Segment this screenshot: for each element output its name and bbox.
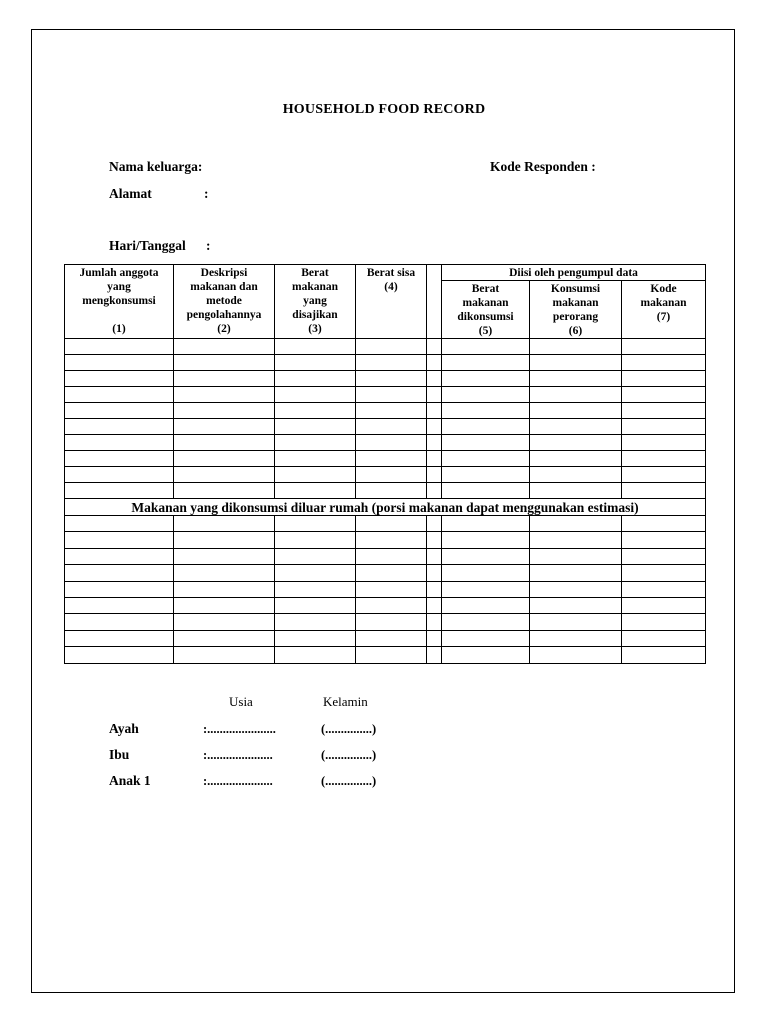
table-cell[interactable] — [530, 451, 622, 467]
table-cell[interactable] — [65, 419, 174, 435]
table-cell[interactable] — [65, 565, 174, 581]
table-cell[interactable] — [174, 451, 275, 467]
table-cell[interactable] — [530, 581, 622, 597]
table-cell[interactable] — [174, 403, 275, 419]
table-cell[interactable] — [174, 614, 275, 630]
table-cell[interactable] — [622, 467, 706, 483]
table-cell[interactable] — [65, 548, 174, 564]
table-cell[interactable] — [356, 339, 427, 355]
table-cell[interactable] — [442, 516, 530, 532]
table-cell[interactable] — [356, 371, 427, 387]
table-cell[interactable] — [622, 371, 706, 387]
table-cell[interactable] — [622, 614, 706, 630]
usia-header: Usia — [229, 694, 253, 709]
member-usia-ibu[interactable]: :..................... — [203, 748, 273, 762]
table-cell[interactable] — [174, 483, 275, 499]
table-cell[interactable] — [530, 647, 622, 663]
table-cell[interactable] — [174, 355, 275, 371]
page-title: HOUSEHOLD FOOD RECORD — [282, 102, 486, 117]
table-cell[interactable] — [356, 532, 427, 548]
table-cell[interactable] — [174, 339, 275, 355]
table-cell[interactable] — [442, 403, 530, 419]
table-cell[interactable] — [174, 371, 275, 387]
table-cell[interactable] — [427, 565, 442, 581]
table-cell[interactable] — [65, 581, 174, 597]
hari-tanggal-colon: : — [206, 238, 211, 253]
header-berat-disajikan: Berat makanan yang disajikan (3) — [275, 265, 356, 339]
table-cell[interactable] — [174, 419, 275, 435]
table-cell[interactable] — [427, 339, 442, 355]
table-cell[interactable] — [622, 419, 706, 435]
table-cell[interactable] — [356, 403, 427, 419]
table-cell[interactable] — [530, 548, 622, 564]
table-cell[interactable] — [275, 548, 356, 564]
table-cell[interactable] — [427, 532, 442, 548]
table-cell[interactable] — [530, 419, 622, 435]
table-cell[interactable] — [356, 597, 427, 613]
header-spacer — [427, 265, 442, 339]
table-row — [65, 483, 706, 499]
table-cell[interactable] — [356, 614, 427, 630]
table-cell[interactable] — [275, 565, 356, 581]
table-cell[interactable] — [65, 435, 174, 451]
table-row — [65, 565, 706, 581]
table-cell[interactable] — [442, 581, 530, 597]
table-cell[interactable] — [174, 597, 275, 613]
table-cell[interactable] — [427, 614, 442, 630]
table-cell[interactable] — [622, 630, 706, 646]
table-cell[interactable] — [65, 403, 174, 419]
table-cell[interactable] — [442, 371, 530, 387]
member-usia-anak-1[interactable]: :..................... — [203, 774, 273, 788]
table-cell[interactable] — [174, 532, 275, 548]
table-cell[interactable] — [530, 435, 622, 451]
table-cell[interactable] — [174, 565, 275, 581]
table-cell[interactable] — [65, 630, 174, 646]
table-cell[interactable] — [356, 483, 427, 499]
member-name-ayah: Ayah — [109, 721, 139, 736]
table-cell[interactable] — [356, 581, 427, 597]
table-cell[interactable] — [622, 355, 706, 371]
table-cell[interactable] — [174, 435, 275, 451]
member-usia-ayah[interactable]: :...................... — [203, 722, 276, 736]
table-row — [65, 419, 706, 435]
table-cell[interactable] — [356, 451, 427, 467]
table-cell[interactable] — [275, 451, 356, 467]
table-row — [65, 371, 706, 387]
table-cell[interactable] — [174, 581, 275, 597]
table-cell[interactable] — [530, 597, 622, 613]
table-cell[interactable] — [622, 387, 706, 403]
table-cell[interactable] — [442, 630, 530, 646]
table-cell[interactable] — [275, 419, 356, 435]
table-cell[interactable] — [622, 548, 706, 564]
table-cell[interactable] — [442, 548, 530, 564]
table-cell[interactable] — [530, 516, 622, 532]
table-cell[interactable] — [427, 467, 442, 483]
table-cell[interactable] — [65, 597, 174, 613]
table-cell[interactable] — [65, 483, 174, 499]
table-cell[interactable] — [530, 630, 622, 646]
table-cell[interactable] — [174, 630, 275, 646]
table-cell[interactable] — [275, 339, 356, 355]
table-cell[interactable] — [65, 355, 174, 371]
header-kode-makanan: Kode makanan (7) — [622, 281, 706, 339]
table-cell[interactable] — [427, 548, 442, 564]
table-cell[interactable] — [65, 387, 174, 403]
table-cell[interactable] — [442, 435, 530, 451]
kelamin-header: Kelamin — [323, 694, 368, 709]
table-cell[interactable] — [275, 387, 356, 403]
table-cell[interactable] — [622, 516, 706, 532]
table-row — [65, 339, 706, 355]
table-row — [65, 614, 706, 630]
table-cell[interactable] — [275, 647, 356, 663]
table-row — [65, 597, 706, 613]
table-cell[interactable] — [65, 532, 174, 548]
table-cell[interactable] — [442, 467, 530, 483]
table-cell[interactable] — [356, 630, 427, 646]
table-cell[interactable] — [65, 371, 174, 387]
table-cell[interactable] — [530, 387, 622, 403]
table-cell[interactable] — [275, 483, 356, 499]
table-cell[interactable] — [65, 467, 174, 483]
table-cell[interactable] — [622, 597, 706, 613]
header-deskripsi-makanan: Deskripsi makanan dan metode pengolahannya (2) — [174, 265, 275, 339]
table-cell[interactable] — [65, 451, 174, 467]
header-konsumsi-perorang: Konsumsi makanan perorang (6) — [530, 281, 622, 339]
table-cell[interactable] — [174, 387, 275, 403]
table-cell[interactable] — [174, 647, 275, 663]
table-cell[interactable] — [442, 387, 530, 403]
table-cell[interactable] — [356, 565, 427, 581]
table-row — [65, 387, 706, 403]
table-cell[interactable] — [427, 597, 442, 613]
table-row — [65, 516, 706, 532]
table-cell[interactable] — [275, 355, 356, 371]
table-cell[interactable] — [427, 483, 442, 499]
table-cell[interactable] — [275, 371, 356, 387]
table-cell[interactable] — [356, 355, 427, 371]
table-cell[interactable] — [275, 581, 356, 597]
table-cell[interactable] — [442, 647, 530, 663]
table-cell[interactable] — [442, 483, 530, 499]
table-cell[interactable] — [442, 451, 530, 467]
table-row — [65, 435, 706, 451]
table-cell[interactable] — [275, 630, 356, 646]
table-cell[interactable] — [442, 419, 530, 435]
table-cell[interactable] — [442, 614, 530, 630]
table-cell[interactable] — [275, 467, 356, 483]
alamat-colon: : — [204, 186, 209, 201]
member-kelamin-anak-1[interactable]: (...............) — [321, 774, 377, 788]
table-cell[interactable] — [622, 435, 706, 451]
table-cell[interactable] — [622, 483, 706, 499]
table-cell[interactable] — [427, 355, 442, 371]
table-row — [65, 630, 706, 646]
table-cell[interactable] — [356, 467, 427, 483]
table-cell[interactable] — [427, 581, 442, 597]
table-cell[interactable] — [174, 516, 275, 532]
nama-keluarga-label: Nama keluarga: — [109, 159, 203, 174]
member-kelamin-ibu[interactable]: (...............) — [321, 748, 377, 762]
member-name-anak-1: Anak 1 — [109, 773, 151, 788]
table-cell[interactable] — [356, 419, 427, 435]
table-cell[interactable] — [174, 548, 275, 564]
table-cell[interactable] — [530, 371, 622, 387]
table-cell[interactable] — [622, 403, 706, 419]
table-cell[interactable] — [65, 647, 174, 663]
table-cell[interactable] — [442, 339, 530, 355]
table-row — [65, 548, 706, 564]
food-record-table — [64, 264, 706, 664]
table-cell[interactable] — [442, 355, 530, 371]
table-cell[interactable] — [174, 467, 275, 483]
table-cell[interactable] — [275, 516, 356, 532]
table-row — [65, 647, 706, 663]
table-cell[interactable] — [427, 630, 442, 646]
hari-tanggal-label: Hari/Tanggal — [109, 238, 186, 253]
table-cell[interactable] — [427, 647, 442, 663]
table-row — [65, 532, 706, 548]
table-cell[interactable] — [622, 339, 706, 355]
table-cell[interactable] — [530, 532, 622, 548]
table-row — [65, 581, 706, 597]
header-jumlah-anggota: Jumlah anggota yang mengkonsumsi (1) — [65, 265, 174, 339]
table-cell[interactable] — [427, 371, 442, 387]
table-cell[interactable] — [530, 483, 622, 499]
table-cell[interactable] — [65, 516, 174, 532]
table-cell[interactable] — [622, 532, 706, 548]
table-cell[interactable] — [356, 548, 427, 564]
table-cell[interactable] — [275, 532, 356, 548]
table-cell[interactable] — [65, 614, 174, 630]
kode-responden-label: Kode Responden : — [490, 159, 596, 174]
header-berat-dikonsumsi: Berat makanan dikonsumsi (5) — [442, 281, 530, 339]
table-cell[interactable] — [356, 647, 427, 663]
table-cell[interactable] — [275, 597, 356, 613]
table-cell[interactable] — [530, 467, 622, 483]
member-name-ibu: Ibu — [109, 747, 130, 762]
table-cell[interactable] — [530, 355, 622, 371]
table-cell[interactable] — [442, 597, 530, 613]
table-row — [65, 355, 706, 371]
table-cell[interactable] — [427, 403, 442, 419]
table-cell[interactable] — [275, 435, 356, 451]
table-cell[interactable] — [530, 339, 622, 355]
member-kelamin-ayah[interactable]: (...............) — [321, 722, 377, 736]
alamat-label: Alamat — [109, 186, 152, 201]
table-cell[interactable] — [622, 565, 706, 581]
table-cell[interactable] — [275, 614, 356, 630]
table-cell[interactable] — [65, 339, 174, 355]
section-outside-home: Makanan yang dikonsumsi diluar rumah (porsi makanan dapat menggunakan estimasi) — [65, 499, 706, 516]
table-row — [65, 467, 706, 483]
table-cell[interactable] — [356, 516, 427, 532]
table-cell[interactable] — [530, 614, 622, 630]
table-cell[interactable] — [275, 403, 356, 419]
header-berat-sisa: Berat sisa (4) — [356, 265, 427, 339]
table-cell[interactable] — [427, 516, 442, 532]
table-cell[interactable] — [356, 435, 427, 451]
table-cell[interactable] — [622, 647, 706, 663]
table-cell[interactable] — [530, 565, 622, 581]
header-diisi-pengumpul: Diisi oleh pengumpul data — [442, 265, 706, 281]
table-cell[interactable] — [427, 387, 442, 403]
table-cell[interactable] — [427, 435, 442, 451]
table-cell[interactable] — [530, 403, 622, 419]
table-cell[interactable] — [442, 532, 530, 548]
table-cell[interactable] — [622, 451, 706, 467]
table-cell[interactable] — [356, 387, 427, 403]
table-row — [65, 451, 706, 467]
table-cell[interactable] — [427, 419, 442, 435]
table-cell[interactable] — [622, 581, 706, 597]
table-row — [65, 403, 706, 419]
table-cell[interactable] — [427, 451, 442, 467]
table-cell[interactable] — [442, 565, 530, 581]
